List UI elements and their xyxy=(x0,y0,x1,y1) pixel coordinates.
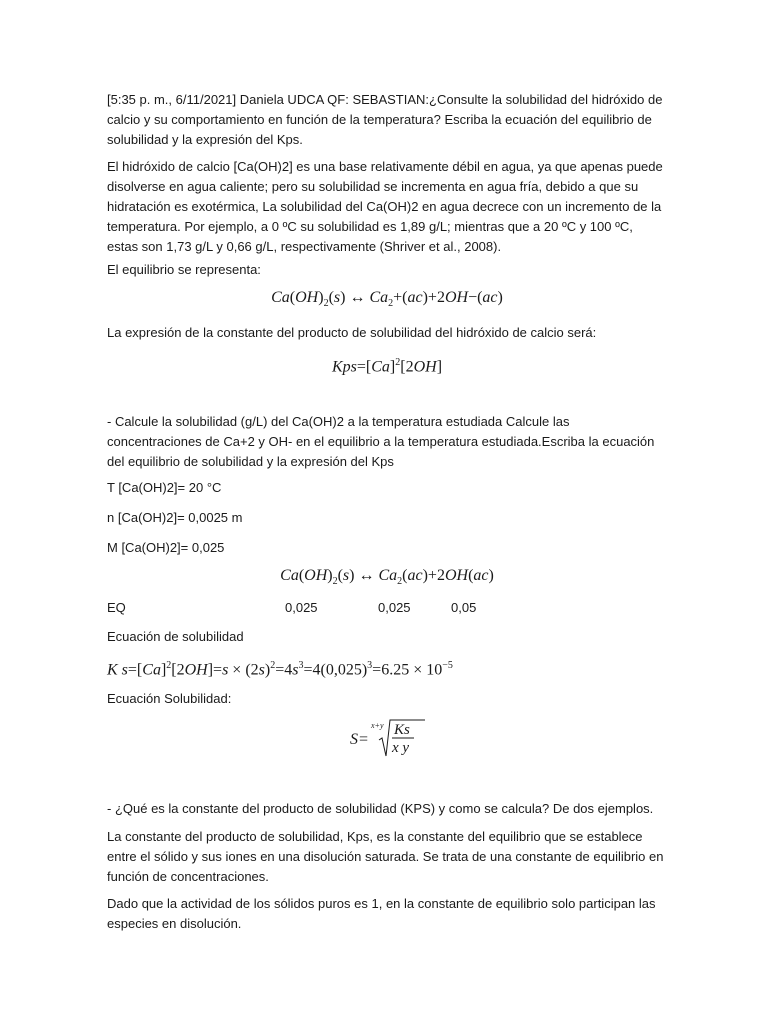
ks-calculation-equation: K $s=[Ca]^2[2OH]=s \times (2s)^2=4s^3=4(0,025)^3=6.25 \times 10^{-5}$ xyxy=(107,660,453,679)
actividad-paragraph: Dado que la actividad de los sólidos puros es 1, en la constante de equilibrio solo participan las especies en disolución. xyxy=(107,896,656,931)
svg-text:x+y: x+y xyxy=(371,721,384,730)
moles-line: n [Ca(OH)2]= 0,0025 m xyxy=(107,510,243,525)
hidroxido-paragraph: El hidróxido de calcio [Ca(OH)2] es una base relativamente débil en agua, ya que apenas puede disolverse en agua caliente; pero su solubilidad se incrementa en agua fría, debido a que su hidratación es exotérmica, La solubilidad del Ca(OH)2 en agua decrece con un incremento de la temperatura. Por ejemplo, a 0 ºC su solubilidad es 1,89 g/L; mientras que a 20 ºC y 100 ºC, estas son 1,73 g/L y 0,66 g/L, respectivamente (Shriver et al., 2008). xyxy=(107,159,663,254)
question-3: - ¿Qué es la constante del producto de solubilidad (KPS) y como se calcula? De dos ejemplos. xyxy=(107,801,654,816)
dissociation-equation: $Ca(OH)_2(s)$ ↔ $Ca_2(ac)+2OH(ac)$ xyxy=(280,567,494,588)
svg-text:x y: x y xyxy=(392,740,410,756)
eq-value-1: 0,025 xyxy=(285,600,318,615)
temperature-line: T [Ca(OH)2]= 20 °C xyxy=(107,480,222,495)
eq-value-2: 0,025 xyxy=(378,600,411,615)
kps-equation: $Kps=[Ca]^2[2OH]$ xyxy=(331,357,443,376)
equilibrium-equation: $Ca(OH)_2(s)$ ↔ $Ca_2+(ac)+2OH-(ac)$ xyxy=(271,289,503,310)
ecuacion-solubilidad-label: Ecuación de solubilidad xyxy=(107,629,244,644)
intro-paragraph: [5:35 p. m., 6/11/2021] Daniela UDCA QF: SEBASTIAN:¿Consulte la solubilidad del hidróxido de calcio y su comportamiento en función de la temperatura? Escriba la ecuación del equilibrio de solubilidad y la expresión del Kps. xyxy=(107,92,663,147)
kps-expression-label: La expresión de la constante del producto de solubilidad del hidróxido de calcio será: xyxy=(107,325,597,340)
ecuacion-solubilidad-2-label: Ecuación Solubilidad: xyxy=(107,691,232,706)
eq-label: EQ xyxy=(107,600,126,615)
question-2: - Calcule la solubilidad (g/L) del Ca(OH)2 a la temperatura estudiada Calcule las concentraciones de Ca+2 y OH- en el equilibrio a la temperatura estudiada.Escriba la ecuación del equilibrio de solubilidad y la expresión del Kps xyxy=(107,414,655,469)
solubility-root-equation xyxy=(350,714,430,760)
kps-definition-paragraph: La constante del producto de solubilidad, Kps, es la constante del equilibrio que se establece entre el sólido y sus iones en una disolución saturada. Se trata de una constante de equilibrio en función de concentraciones. xyxy=(107,829,664,884)
equilibrio-label: El equilibrio se representa: xyxy=(107,262,261,277)
svg-text:S=: S= xyxy=(350,731,369,748)
svg-text:Ks: Ks xyxy=(394,722,410,738)
molarity-line: M [Ca(OH)2]= 0,025 xyxy=(107,540,225,555)
eq-value-3: 0,05 xyxy=(451,600,477,615)
